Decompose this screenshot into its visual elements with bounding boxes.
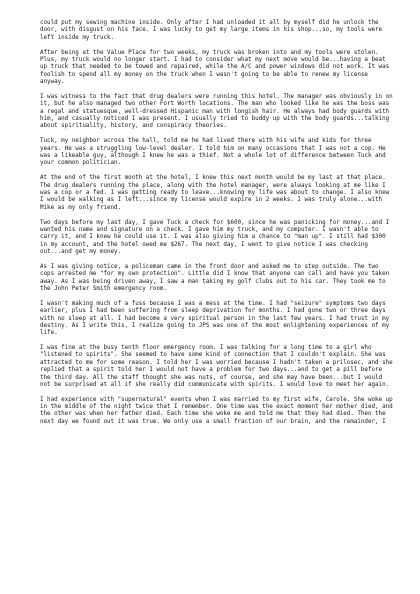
- paragraph: I was witness to the fact that drug dealers were running this hotel. The manager was obviously in on it, but he also managed two other Fort Worth locations. The man who looked like he was the boss was a regal and statuesque, well-dressed Hispanic man with longish hair. He always had body guards with him, and casually noticed I was present. I usually tried to buddy up with the body guards...talking about spirituality, history, and conspiracy theories.: [40, 93, 393, 130]
- paragraph: I had experience with "supernatural" events when I was married to my first wife, Carole. She woke up in the middle of the night twice that I remember. One time was the exact moment her mother died, and the other was when her father died. Each time she woke me and told me that they had died. Then the next day we found out it was true. We only use a small fraction of our brain, and the remainder, I: [40, 396, 393, 425]
- paragraph: Two days before my last day, I gave Tuck a check for $600, since he was panicking for money...and I wanted his name and signature on a check. I gave him my truck, and my computer. I wasn't able to carry it, and I knew he could use it. I was also giving him a chance to "man up". I still had $300 in my account, and the hotel owed me $267. The next day, I went to give notice I was checking out...and get my money.: [40, 219, 390, 255]
- paragraph: As I was giving notice, a policeman came in the front door and asked me to step outside. The two cops arrested me "for my own protection". Little did I know that anyone can call and have you taken away. As I was being driven away, I saw a man taking my golf clubs out to his car. They took me to the John Peter Smith emergency room.: [40, 263, 390, 292]
- paragraph: could put my sewing machine inside. Only after I had unloaded it all by myself did he unlock the door, with disgust on his face. I was lucky to get my large items in his shop...so, my tools were left inside my truck.: [40, 20, 383, 41]
- paragraph: I was fine at the busy tenth floor emergency room. I was talking for a long time to a girl who "listened to spirits". She seemed to have some kind of connection that I couldn't explain. She was attracted to me for some reason. I told her I was worried because I hadn't taken a prilosec, and she replied that a spirit told her I would not have a problem for two days...and to get a pill before the third day. All the staff thought she was nuts, of course, and she may have been...but I would not be surprised at all if she really did communicate with spirits. I would love to meet her again.: [40, 345, 393, 388]
- paragraph: Tuck, my neighbor across the hall, told me he had lived there with his wife and kids for three years. He was a struggling low-level dealer. I told him on many occasions that I was not a cop. He was a likeable guy, although I knew he was a thief. Not a whole lot of difference between Tuck and your common politician.: [40, 138, 386, 167]
- paragraph: At the end of the first month at the hotel, I knew this next month would be my last at that place. The drug dealers running the place, along with the hotel manager, were always looking at me like I was a cop or a fed. I was getting ready to leave...knowing my life was about to change. I also knew I would be walking as I left...since my license would expire in 2 weeks. I was truly alone...with Mike as my only friend.: [40, 175, 390, 211]
- paragraph: I wasn't making much of a fuss because I was a mess at the time. I had "seizure" symptoms two days earlier, plus I had been suffering from sleep deprivation for months. I had gone two or three days with no sleep at all. I had become a very spiritual person in the last few years. I had trust in my destiny. As I write this, I realize going to JPS was one of the most enlightening experiences of my life.: [40, 300, 390, 337]
- paragraph: After being at the Value Place for two weeks, my truck was broken into and my tools were stolen. Plus, my truck would no longer start. I had to consider what my next move would be...having a beat up truck that needed to be towed and repaired, while the A/C and power windows did not work. It was foolish to spend all my money on the truck when I wasn't going to be able to renew my license anyway.: [40, 49, 390, 85]
